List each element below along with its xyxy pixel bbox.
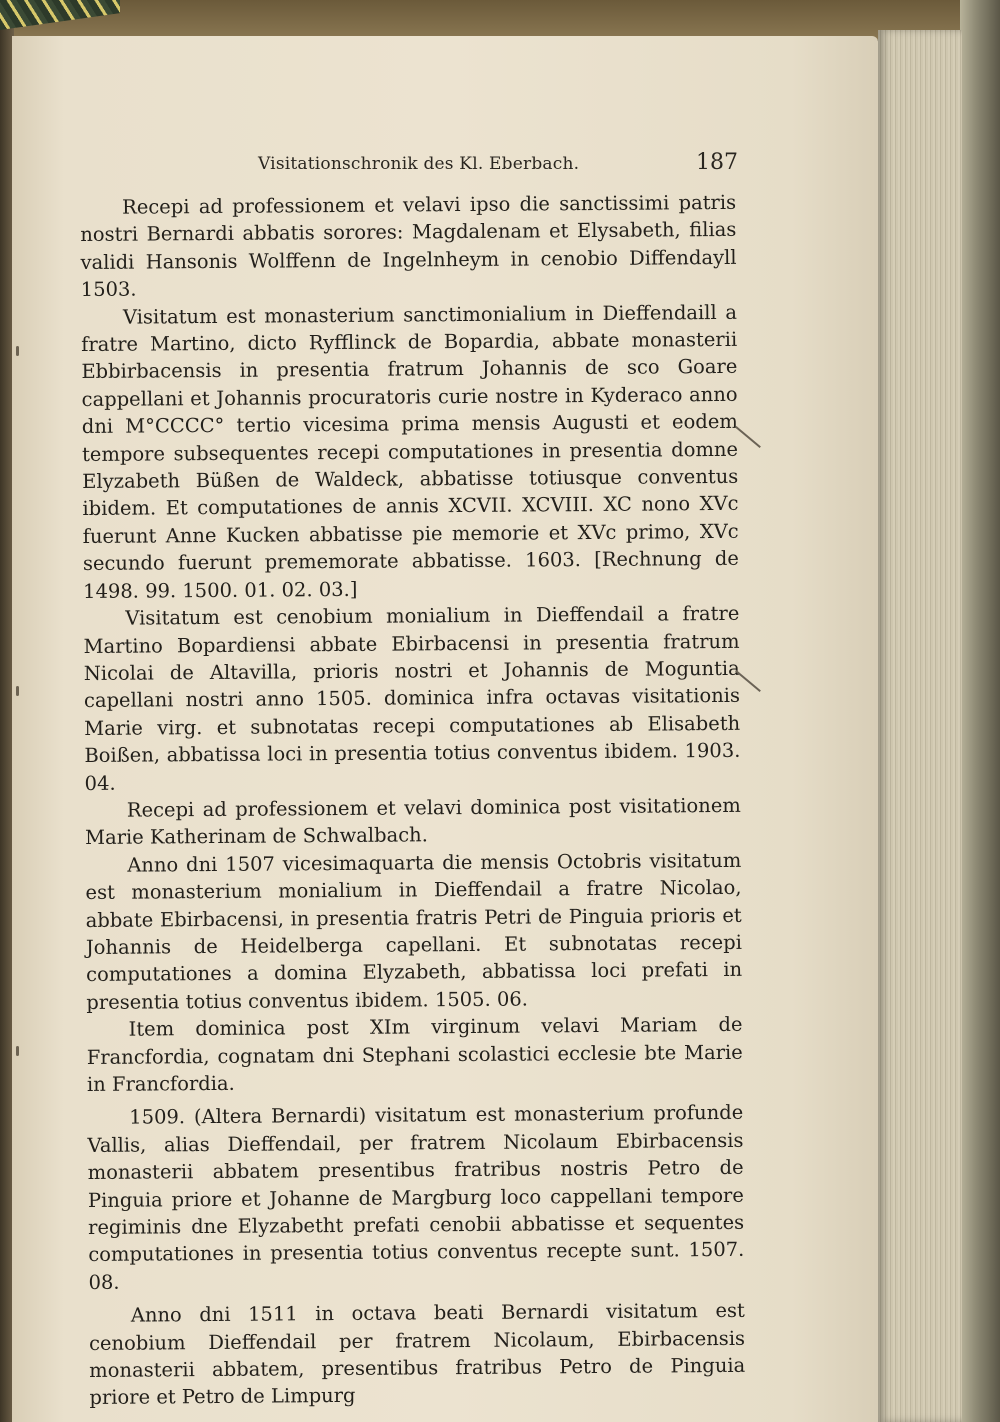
page-number: 187 <box>696 150 738 175</box>
page-edges <box>878 30 962 1422</box>
paper-speck <box>16 346 19 356</box>
paper-speck <box>16 1046 19 1056</box>
running-head <box>258 150 738 180</box>
paragraph: 1509. (Altera Bernardi) visitatum est monasterium profunde Vallis, alias Dieffendail, per fratrem Nicolaum Ebirbacensis monasterii abbatem presentibus fratribus nostris Petro de Pinguia priore et Johanne de Margburg loco cappellani tempore regiminis dne Elyzabetht prefati cenobii abbatisse et sequentes computationes in presentia totius conventus recepte sunt. 1507. 08. <box>87 1101 745 1294</box>
paragraph: Item dominica post XIm virginum velavi Mariam de Francfordia, cognatam dni Stephani scolastici ecclesie bte Marie in Francfordia. <box>86 1013 743 1096</box>
paragraph: Visitatum est cenobium monialium in Dieffendail a fratre Martino Bopardiensi abbate Ebirbacensi in presentia fratrum Nicolai de Altavilla, prioris nostri et Johannis de Moguntia capellani nostri anno 1505. dominica infra octavas visitationis Marie virg. et subnotatas recepi computationes ab Elisabeth Boißen, abbatissa loci in presentia totius conventus ibidem. 1903. 04. <box>83 601 741 795</box>
paragraph: Visitatum est monasterium sanctimonialium in Dieffendaill a fratre Martino, dicto Ryfflinck de Bopardia, abbate monasterii Ebbirbacensis in presentia fratrum Johannis de sco Goare cappellani et Johannis procuratoris curie nostre in Kyderaco anno dni M°CCCC° tertio vicesima prima mensis Augusti et eodem tempore subsequentes recepi computationes in presentia domne Elyzabeth Büßen de Waldeck, abbatisse totiusque conventus ibidem. Et computationes de annis XCVII. XCVIII. XC nono XVc fuerunt Anne Kucken abbatisse pie memorie et XVc primo, XVc secundo fuerunt prememorate abbatisse. 1603. [Rechnung de 1498. 99. 1500. 01. 02. 03.] <box>81 300 739 603</box>
paragraph: Recepi ad professionem et velavi dominica post visitationem Marie Katherinam de Schwalbach. <box>84 793 741 850</box>
book-cover-top <box>0 0 1000 40</box>
running-title: Visitationschronik des Kl. Eberbach. <box>258 154 580 174</box>
paragraph: Anno dni 1507 vicesimaquarta die mensis Octobris visitatum est monasterium monialium in Dieffendail a fratre Nicolao, abbate Ebirbacensi, in presentia fratris Petri de Pinguia prioris et Johannis de Heidelberga capellani. Et subnotatas recepi computationes a domina Elyzabeth, abbatissa loci prefati in presentia totius conventus ibidem. 1505. 06. <box>85 848 743 1014</box>
book-cover-right <box>960 0 1000 1422</box>
paper-speck <box>16 686 19 696</box>
paragraph: Anno dni 1511 in octava beati Bernardi visitatum est cenobium Dieffendail per fratrem Nicolaum, Ebirbacensis monasterii abbatem, presentibus fratribus Petro de Pinguia priore et Petro de Limpurg <box>88 1299 746 1410</box>
body-text <box>80 189 746 1412</box>
paragraph: Recepi ad professionem et velavi ipso die sanctissimi patris nostri Bernardi abbatis sorores: Magdalenam et Elysabeth, filias validi Hansonis Wolffenn de Ingelnheym in cenobio Diffendayll 1503. <box>80 190 737 302</box>
